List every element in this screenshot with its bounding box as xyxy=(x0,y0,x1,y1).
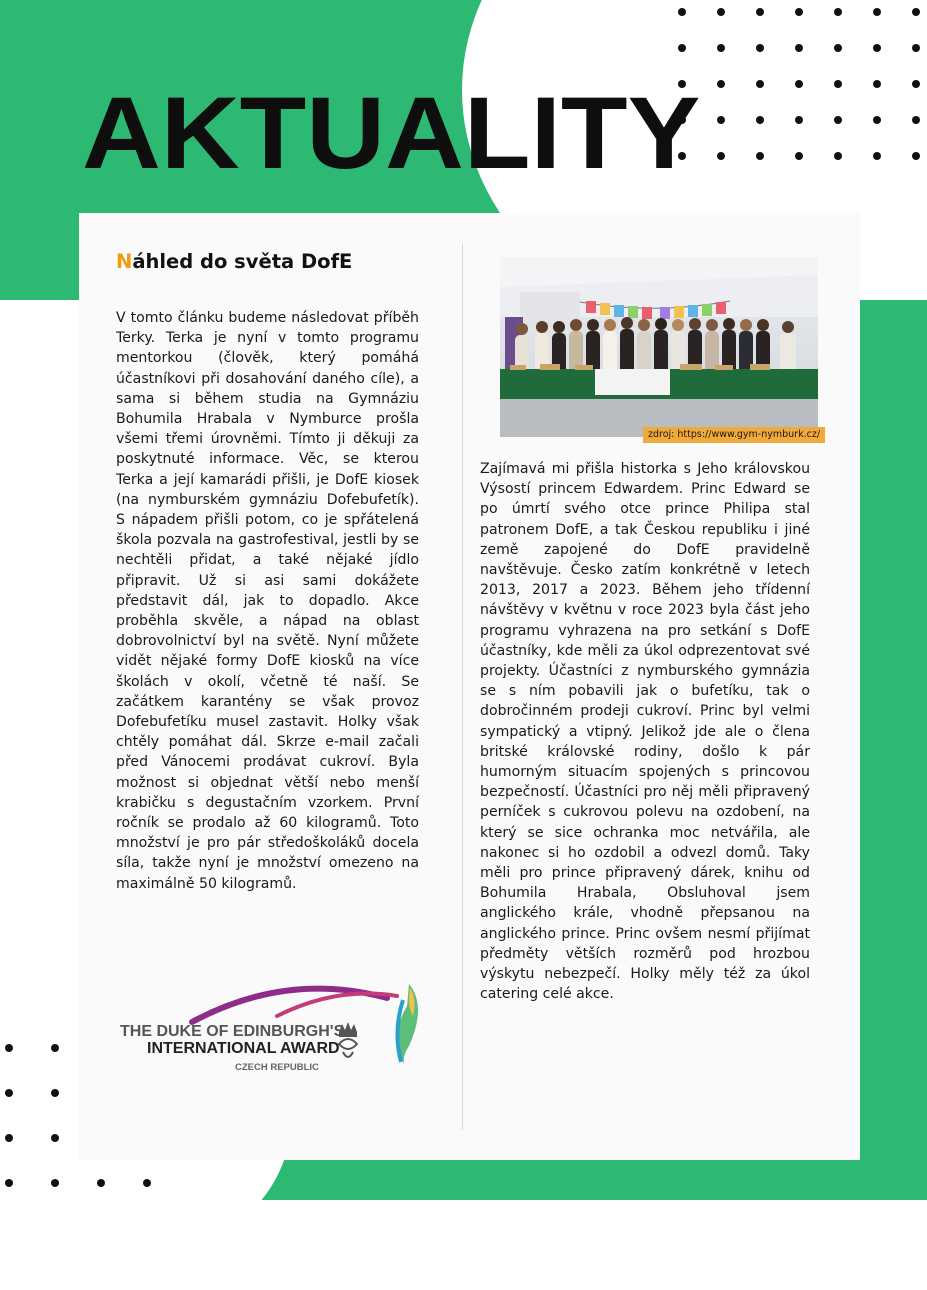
right-column-text: Zajímavá mi přišla historka s Jeho královskou Výsostí princem Edwardem. Princ Edward se po úmrtí svého otce prince Philipa stal patronem DofE, a tak Českou republiku i jiné země zapojené do DofE pravidelně navštěvuje. Česko zatím konkrétně v letech 2013, 2017 a 2023. Během jeho třídenní návštěvy v květnu v roce 2023 byla část jeho programu vyhrazena na pro setkání s DofE účastníky, kde měli za úkol odprezentovat své projekty. Účastníci z nymburského gymnázia se s ním pobavili jak o bufetíku, tak o dobročinném prodeji cukroví. Princ byl velmi sympatický a vtipný. Jelikož jde ale o člena britské královské rodiny, došlo k pár humorným situacím spojených s princovou bezpečností. Účastníci pro něj měli připravený perníček s cukrovou polevu na ozdobení, na který se sice ochranka moc netvářila, ale nakonec si ho ozdobil a odvezl domů. Taky měli pro prince připravený dárek, knihu od Bohumila Hrabala, Obsluhoval jsem anglického krále, vhodně přepsanou na anglického prince. Princ ovšem nesmí přijímat předměty větších rozměrů pod hrozbou výskytu nebezpečí. Holky měly též za úkol catering celé akce. xyxy=(480,461,810,1003)
decorative-dot xyxy=(795,116,803,124)
decorative-dot xyxy=(5,1179,13,1187)
decorative-dot xyxy=(678,8,686,16)
decorative-dot xyxy=(912,80,920,88)
decorative-dot xyxy=(834,8,842,16)
decorative-dot xyxy=(5,1044,13,1052)
decorative-dot xyxy=(834,80,842,88)
decorative-dot xyxy=(756,116,764,124)
group-photo-illustration xyxy=(500,257,818,437)
decorative-dot xyxy=(912,116,920,124)
decorative-dot xyxy=(795,44,803,52)
decorative-dot xyxy=(756,152,764,160)
decorative-dot xyxy=(912,152,920,160)
decorative-dot xyxy=(912,8,920,16)
decorative-dot xyxy=(834,44,842,52)
heading-accent-letter: N xyxy=(116,250,133,273)
decorative-dot xyxy=(834,116,842,124)
decorative-dot xyxy=(756,44,764,52)
decorative-dot xyxy=(51,1044,59,1052)
decorative-dot xyxy=(5,1134,13,1142)
decorative-dot xyxy=(51,1134,59,1142)
decorative-dot xyxy=(678,44,686,52)
decorative-dot xyxy=(717,116,725,124)
left-column-text: V tomto článku budeme následovat příběh Terky. Terka je nyní v tomto programu mentorkou (člověk, který pomáhá účastníkovi při dosahování daného cíle), a sama si během studia na Gymnáziu Bohumila Hrabala v Nymburce prošla všemi třemi úrovněmi. Tímto ji děkuji za poskytnuté informace. Věc, se kterou Terka a její kamarádi přišli, je DofE kiosek (na nymburském gymnáziu Dofebufetík). S nápadem přišli potom, co je spřátelená škola pozvala na gastrofestival, jestli by se nechtěli přidat, a také nějaké jídlo připravit. Už si asi sami dokážete představit dál, jak to dopadlo. Akce proběhla skvěle, a nápad na oblast dobrovolnictví byl na světě. Nyní můžete vidět nějaké formy DofE kiosků na více školách v okolí, včetně té naší. Se začátkem karantény se však provoz Dofebufetíku musel zastavit. Holky však chtěly pomáhat dál. Skrze e-mail začali před Vánocemi prodávat cukroví. Byla možnost si objednat větší nebo menší krabičku s degustačním vzorkem. První ročník se prodalo až 60 kilogramů. Toto množství je pro pár středoškoláků docela síla, takže nyní je množství omezeno na maximálně 50 kilogramů. xyxy=(116,310,419,892)
decorative-dot xyxy=(873,8,881,16)
article-heading xyxy=(116,250,352,273)
decorative-dot xyxy=(717,8,725,16)
decorative-dot xyxy=(717,44,725,52)
decorative-dot xyxy=(51,1089,59,1097)
decorative-dot xyxy=(834,152,842,160)
decorative-dot xyxy=(873,116,881,124)
decorative-dot xyxy=(143,1179,151,1187)
decorative-dot xyxy=(717,152,725,160)
dofe-logo xyxy=(117,976,427,1086)
decorative-dot xyxy=(795,8,803,16)
decorative-dot xyxy=(97,1179,105,1187)
photo-caption: zdroj: https://www.gym-nymburk.cz/ xyxy=(643,427,825,443)
decorative-dot xyxy=(5,1089,13,1097)
page-title: AKTUALITY xyxy=(82,76,701,190)
decorative-dot xyxy=(873,80,881,88)
logo-line-2: INTERNATIONAL AWARD xyxy=(147,1040,340,1057)
decorative-dot xyxy=(756,8,764,16)
decorative-dot xyxy=(717,80,725,88)
decorative-dot xyxy=(51,1179,59,1187)
heading-rest: áhled do světa DofE xyxy=(132,250,353,273)
decorative-dot xyxy=(756,80,764,88)
logo-line-3: CZECH REPUBLIC xyxy=(235,1062,319,1073)
decorative-dot xyxy=(795,152,803,160)
decorative-dot xyxy=(912,44,920,52)
dot-grid-top-right xyxy=(678,8,920,160)
decorative-dot xyxy=(873,44,881,52)
group-photo xyxy=(500,257,818,437)
decorative-dot xyxy=(873,152,881,160)
decorative-dot xyxy=(795,80,803,88)
column-divider xyxy=(462,243,463,1130)
logo-line-1: THE DUKE OF EDINBURGH'S xyxy=(120,1023,345,1040)
